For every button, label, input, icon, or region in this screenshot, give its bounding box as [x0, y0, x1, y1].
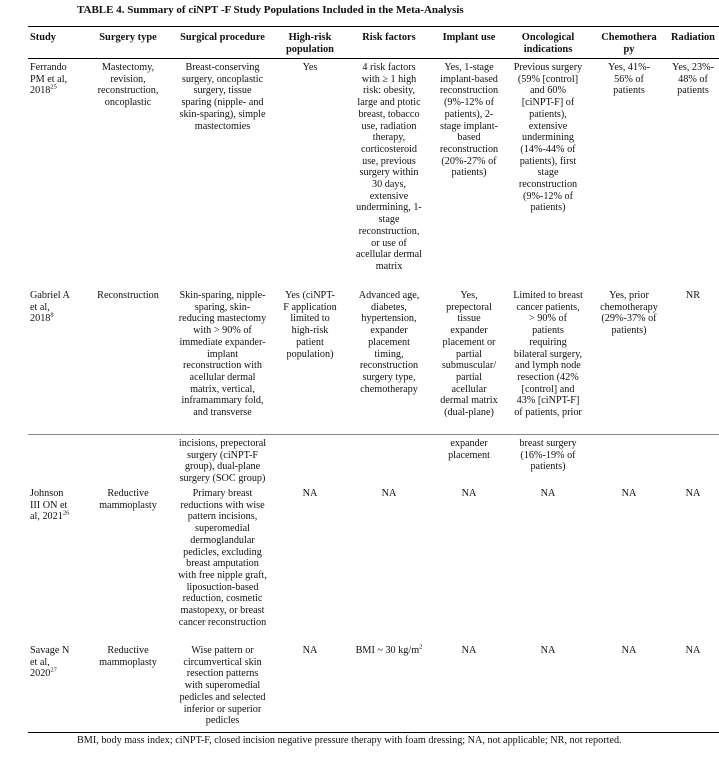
row4-implant-use: NA — [461, 645, 477, 656]
header-high-risk: High-risk population — [286, 32, 334, 55]
row2-surgical-procedure: Skin-sparing, nipple- sparing, skin- reducing mastectomy with > 90% of immediate expander- implant reconstruction with acellular dermal matrix, vertical, inframammary fold, and transverse — [178, 290, 267, 419]
top-rule — [28, 26, 719, 27]
row3-oncological: NA — [540, 488, 556, 499]
row4-radiation: NA — [685, 645, 701, 656]
header-study: Study — [30, 32, 56, 43]
header-chemotherapy: Chemothera py — [601, 32, 657, 55]
row3-implant-use: NA — [461, 488, 477, 499]
row2-implant-use-cont: expander placement — [448, 438, 490, 461]
row2-high-risk: Yes (ciNPT- F application limited to high-risk patient population) — [283, 290, 337, 360]
header-surgery-type: Surgery type — [99, 32, 157, 43]
row2-implant-use: Yes, prepectoral tissue expander placement or partial submuscular/ partial acellular dermal matrix (dual-plane) — [440, 290, 498, 419]
header-risk-factors: Risk factors — [362, 32, 416, 43]
row1-radiation: Yes, 23%- 48% of patients — [672, 62, 714, 97]
row4-chemotherapy: NA — [621, 645, 637, 656]
bottom-rule — [28, 732, 719, 733]
row4-risk-factors: BMI ~ 30 $kg/m^2$ — [355, 643, 423, 656]
row2-oncological: Limited to breast cancer patients, > 90% of patients requiring bilateral surgery, and lymph node resection (42% [control] and 43% [ciNPT-F] of patients, prior — [513, 290, 583, 419]
row4-study: Savage N et al, 2020$^{27}$ — [30, 645, 70, 680]
row1-oncological: Previous surgery (59% [control] and 60% [ciNPT-F] of patients), extensive undermining (14%-44% of patients), first stage reconstruction (9%-12% of patients) — [513, 62, 583, 214]
row1-implant-use: Yes, 1-stage implant-based reconstruction (9%-12% of patients), 2- stage implant- based reconstruction (20%-27% of patients) — [439, 62, 499, 179]
row3-surgery-type: Reductive mammoplasty — [99, 488, 157, 511]
row1-risk-factors: 4 risk factors with ≥ 1 high risk: obesity, large and ptotic breast, tobacco use, radiation therapy, corticosteroid use, previous surgery within 30 days, extensive undermining, 1- stage reconstruction, or use of acellular dermal matrix — [356, 62, 422, 272]
row2-oncological-cont: breast surgery (16%-19% of patients) — [519, 438, 577, 473]
header-rule — [28, 58, 719, 59]
row2-risk-factors: Advanced age, diabetes, hypertension, expander placement timing, reconstruction surgery type, chemotherapy — [358, 290, 420, 395]
row1-study: Ferrando PM et al, 2018$^{25}$ — [30, 62, 68, 97]
header-oncological: Oncological indications — [521, 32, 575, 55]
row1-surgery-type: Mastectomy, revision, reconstruction, oncoplastic — [97, 62, 159, 109]
row4-surgical-procedure: Wise pattern or circumvertical skin resection patterns with superomedial pedicles and selected inferior or superior pedicles — [179, 645, 266, 727]
row1-chemotherapy: Yes, 41%- 56% of patients — [608, 62, 650, 97]
row2-surgery-type: Reconstruction — [97, 290, 159, 301]
row3-study: Johnson III ON et al, 2021$^{26}$ — [30, 488, 70, 523]
row2-radiation: NR — [685, 290, 701, 301]
row3-chemotherapy: NA — [621, 488, 637, 499]
row2-study: Gabriel A et al, 2018$^8$ — [30, 290, 70, 325]
row4-high-risk: NA — [302, 645, 318, 656]
header-surgical-procedure: Surgical procedure — [180, 32, 265, 43]
row1-high-risk: Yes — [302, 62, 318, 73]
table-caption: TABLE 4. Summary of ciNPT -F Study Populations Included in the Meta-Analysis — [77, 4, 464, 16]
table-footnote: BMI, body mass index; ciNPT-F, closed incision negative pressure therapy with foam dressing; NA, not applicable; NR, not reported. — [77, 735, 622, 746]
page-break-rule — [28, 434, 719, 435]
row3-surgical-procedure: Primary breast reductions with wise pattern incisions, superomedial dermoglandular pedicles, excluding breast amputation with free nipple graft, liposuction-based reduction, cosmetic mastopexy, or breast cancer reconstruction — [178, 488, 267, 628]
row1-surgical-procedure: Breast-conserving surgery, oncoplastic surgery, tissue sparing (nipple- and skin-sparing), simple mastectomies — [179, 62, 266, 132]
row2-surgical-procedure-cont: incisions, prepectoral surgery (ciNPT-F group), dual-plane surgery (SOC group) — [178, 438, 267, 485]
row3-radiation: NA — [685, 488, 701, 499]
row3-risk-factors: NA — [381, 488, 397, 499]
header-radiation: Radiation — [671, 32, 715, 43]
row4-surgery-type: Reductive mammoplasty — [99, 645, 157, 668]
row4-oncological: NA — [540, 645, 556, 656]
row2-chemotherapy: Yes, prior chemotherapy (29%-37% of patients) — [600, 290, 658, 337]
row3-high-risk: NA — [302, 488, 318, 499]
header-implant-use: Implant use — [442, 32, 496, 43]
